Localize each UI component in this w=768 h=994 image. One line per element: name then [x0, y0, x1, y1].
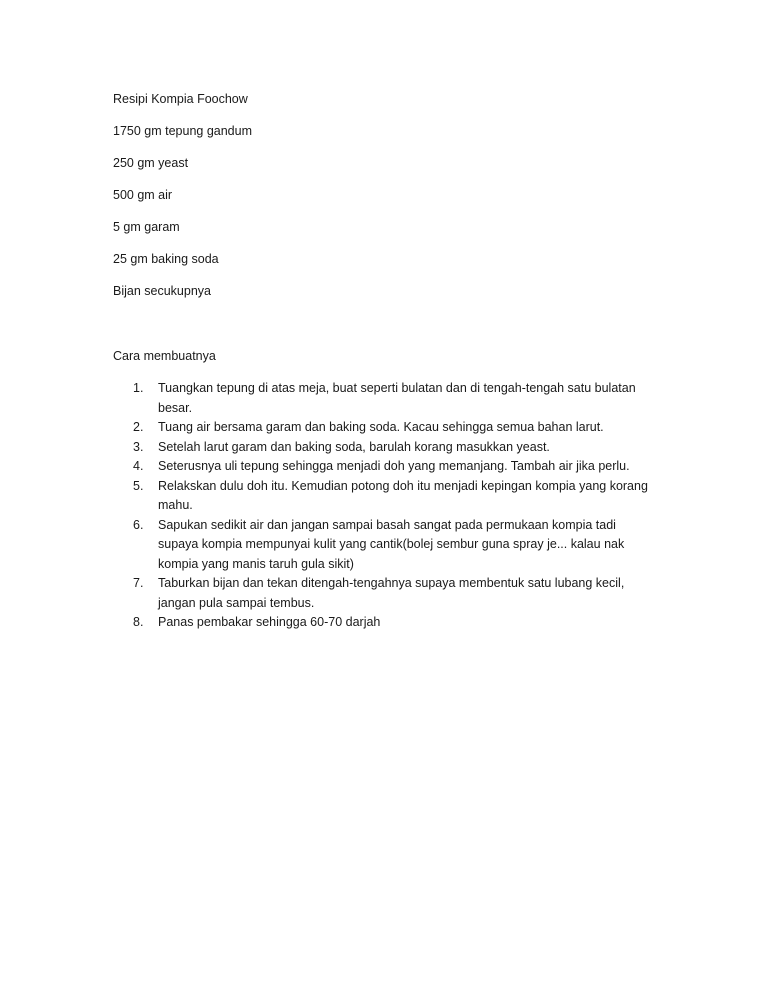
step-text: Taburkan bijan dan tekan ditengah-tengahnya supaya membentuk satu lubang kecil, jangan pula sampai tembus. [158, 576, 625, 610]
ingredient-item: 5 gm garam [113, 220, 180, 234]
method-step [113, 379, 653, 418]
method-step [113, 516, 653, 575]
step-number: 2. [133, 420, 144, 434]
step-number: 6. [133, 517, 144, 532]
step-text: Panas pembakar sehingga 60-70 darjah [158, 615, 381, 629]
step-text: Tuangkan tepung di atas meja, buat seperti bulatan dan di tengah-tengah satu bulatan besar. [158, 381, 636, 415]
method-step [113, 477, 653, 516]
method-step [113, 613, 653, 633]
method-heading: Cara membuatnya [113, 348, 216, 363]
step-number: 3. [133, 439, 144, 454]
ingredient-item: 25 gm baking soda [113, 252, 219, 266]
step-number: 4. [133, 459, 144, 473]
step-text: Setelah larut garam dan baking soda, barulah korang masukkan yeast. [158, 439, 550, 454]
step-number: 8. [133, 615, 144, 629]
step-text: Seterusnya uli tepung sehingga menjadi doh yang memanjang. Tambah air jika perlu. [158, 459, 630, 473]
step-text: Tuang air bersama garam dan baking soda. Kacau sehingga semua bahan larut. [158, 420, 604, 434]
step-text: Sapukan sedikit air dan jangan sampai basah sangat pada permukaan kompia tadi supaya kompia mempunyai kulit yang cantik(bolej sembur guna spray je... kalau nak kompia yang manis taruh gula sikit) [158, 517, 625, 571]
method-step [113, 418, 653, 438]
step-number: 5. [133, 478, 144, 493]
recipe-title: Resipi Kompia Foochow [113, 92, 248, 106]
document-body [113, 90, 653, 633]
method-step [113, 457, 653, 477]
step-text: Relakskan dulu doh itu. Kemudian potong doh itu menjadi kepingan kompia yang korang mahu. [158, 478, 648, 512]
ingredient-item: Bijan secukupnya [113, 284, 211, 298]
ingredient-item: 250 gm yeast [113, 156, 189, 170]
ingredient-item: 1750 gm tepung gandum [113, 124, 252, 138]
method-step [113, 574, 653, 613]
method-step [113, 438, 653, 458]
ingredient-item: 500 gm air [113, 188, 173, 202]
step-number: 1. [133, 381, 144, 395]
method-steps-list [113, 379, 653, 633]
step-number: 7. [133, 576, 144, 590]
ingredient-list [113, 122, 653, 302]
